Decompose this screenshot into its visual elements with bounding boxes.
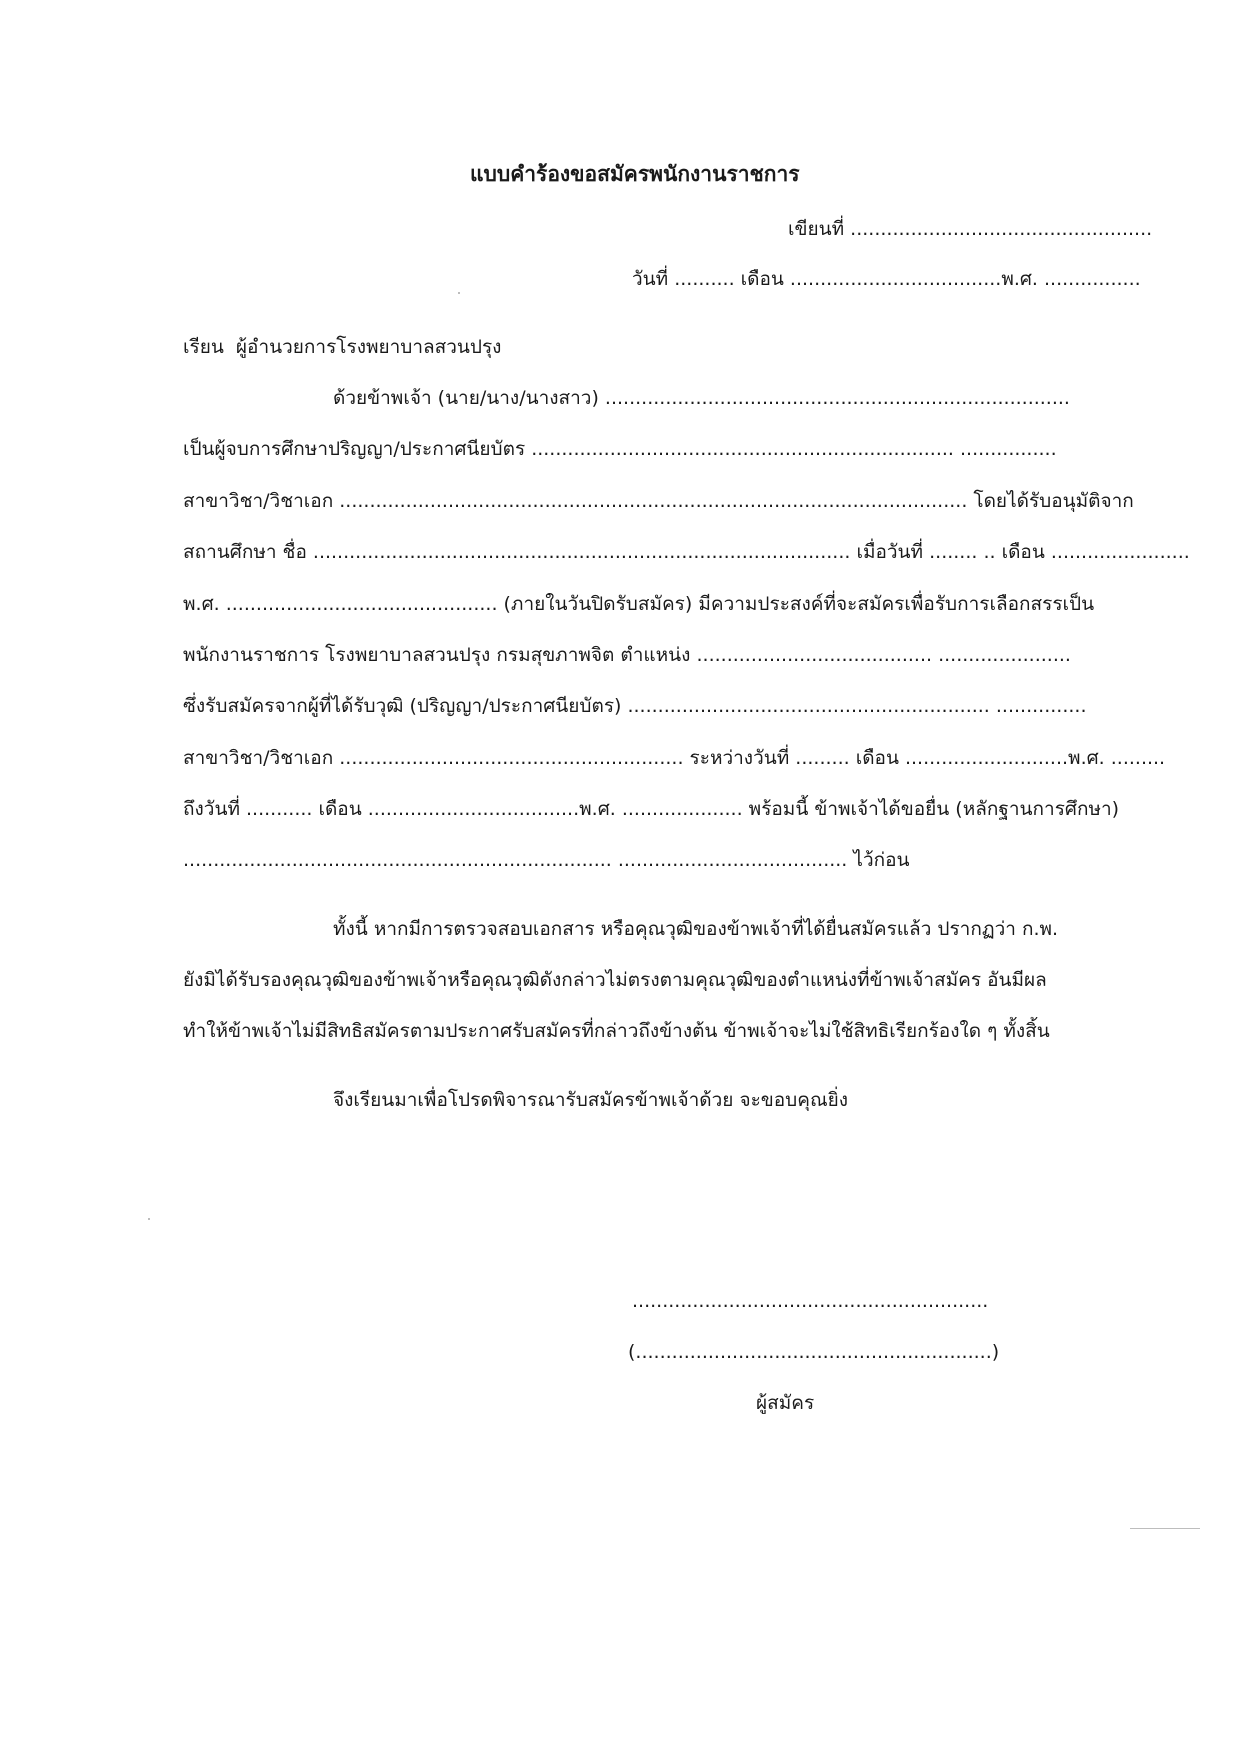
signature-name: (...........................................................): [628, 1341, 1000, 1363]
form-line-1: ด้วยข้าพเจ้า (นาย/นาง/นางสาว) .............................................................................: [333, 387, 1070, 409]
form-line-7: ซึ่งรับสมัครจากผู้ที่ได้รับวุฒิ (ปริญญา/ประกาศนียบัตร) ............................................................ ...............: [183, 695, 1087, 717]
date-line: วันที่ .......... เดือน ...................................พ.ศ. ................: [632, 268, 1141, 290]
form-line-9: ถึงวันที่ ........... เดือน ...................................พ.ศ. .................... พร้อมนี้ ข้าพเจ้าได้ขอยื่น (หลักฐานการศึกษา): [183, 798, 1120, 820]
signature-line: ...........................................................: [632, 1290, 989, 1312]
paragraph-line-1: ทั้งนี้ หากมีการตรวจสอบเอกสาร หรือคุณวุฒิของข้าพเจ้าที่ได้ยื่นสมัครแล้ว ปรากฏว่า ก.พ.: [333, 918, 1059, 940]
signature-role: ผู้สมัคร: [756, 1392, 815, 1414]
form-line-3: สาขาวิชา/วิชาเอก ........................................................................................................ โดยได้รับอนุมัติจาก: [183, 490, 1134, 512]
form-line-8: สาขาวิชา/วิชาเอก ......................................................... ระหว่างวันที่ ......... เดือน ...........................พ.ศ. .........: [183, 747, 1166, 769]
paragraph-line-2: ยังมิได้รับรองคุณวุฒิของข้าพเจ้าหรือคุณวุฒิดังกล่าวไม่ตรงตามคุณวุฒิของตำแหน่งที่ข้าพเจ้าสมัคร อันมีผล: [183, 969, 1047, 991]
form-line-5: พ.ศ. ............................................. (ภายในวันปิดรับสมัคร) มีความประสงค์ที่จะสมัครเพื่อรับการเลือกสรรเป็น: [183, 593, 1095, 615]
scan-speck: [1130, 1528, 1200, 1529]
scan-speck: [148, 1218, 150, 1220]
paragraph-line-3: ทำให้ข้าพเจ้าไม่มีสิทธิสมัครตามประกาศรับสมัครที่กล่าวถึงข้างต้น ข้าพเจ้าจะไม่ใช้สิทธิเรียกร้องใด ๆ ทั้งสิ้น: [183, 1020, 1050, 1042]
document-title: แบบคำร้องขอสมัครพนักงานราชการ: [470, 162, 800, 186]
form-line-2: เป็นผู้จบการศึกษาปริญญา/ประกาศนียบัตร ...................................................................... ................: [183, 438, 1057, 460]
closing-line: จึงเรียนมาเพื่อโปรดพิจารณารับสมัครข้าพเจ้าด้วย จะขอบคุณยิ่ง: [333, 1089, 848, 1111]
scan-speck: [458, 292, 460, 294]
written-at-line: เขียนที่ ..................................................: [788, 218, 1153, 240]
form-line-10: ....................................................................... ...................................... ไว้ก่อน: [183, 849, 910, 871]
form-line-6: พนักงานราชการ โรงพยาบาลสวนปรุง กรมสุขภาพจิต ตำแหน่ง ....................................... ......................: [183, 644, 1071, 666]
form-line-4: สถานศึกษา ชื่อ ......................................................................................... เมื่อวันที่ ........ .. เดือน .......................: [183, 541, 1190, 563]
salutation: เรียน ผู้อำนวยการโรงพยาบาลสวนปรุง: [183, 336, 502, 358]
